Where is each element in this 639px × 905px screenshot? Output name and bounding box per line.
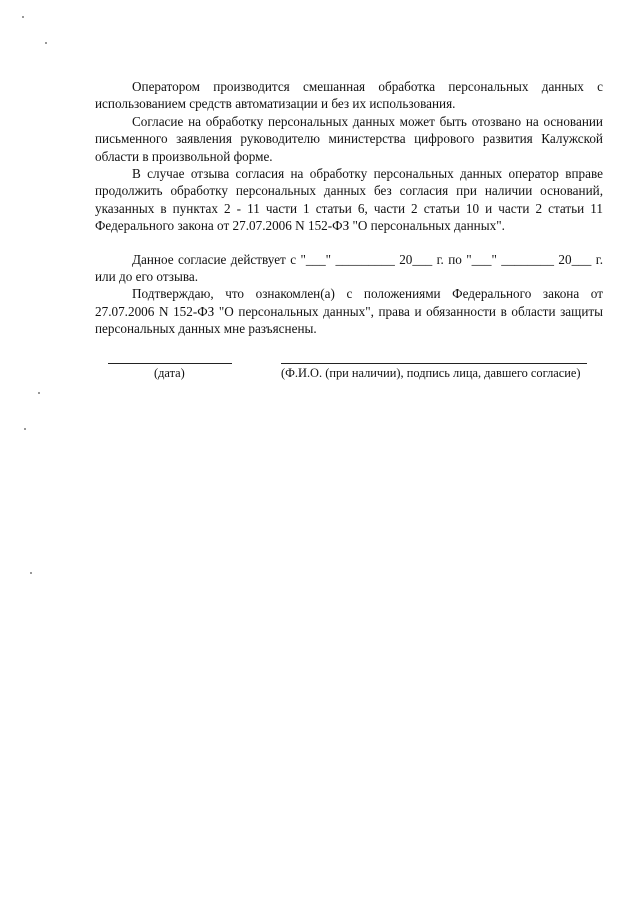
- signature-block: [0, 351, 639, 391]
- paragraph-gap: [95, 235, 603, 251]
- scan-speck: [30, 572, 32, 574]
- signature-line[interactable]: [281, 363, 587, 364]
- document-body: [95, 78, 603, 338]
- scan-speck: [22, 16, 24, 18]
- signature-caption: (Ф.И.О. (при наличии), подпись лица, давшего согласие): [281, 366, 581, 380]
- paragraph-validity-period: Данное согласие действует с "___" _________ 20___ г. по "___" ________ 20___ г. или до его отзыва.: [95, 251, 603, 285]
- date-line[interactable]: [108, 363, 232, 364]
- scan-speck: [24, 428, 26, 430]
- paragraph-withdrawal-consequences: В случае отзыва согласия на обработку персональных данных оператор вправе продолжить обработку персональных данных без согласия при наличии оснований, указанных в пунктах 2 - 11 части 1 статьи 6, части 2 статьи 10 и части 2 статьи 11 Федерального закона от 27.07.2006 N 152-ФЗ "О персональных данных".: [95, 166, 603, 234]
- paragraph-withdrawal: Согласие на обработку персональных данных может быть отозвано на основании письменного заявления руководителю министерства цифрового развития Калужской области в произвольной форме.: [95, 113, 603, 164]
- scan-speck: [38, 392, 40, 394]
- paragraph-processing-method: Оператором производится смешанная обработка персональных данных с использованием средств автоматизации и без их использования.: [95, 79, 603, 112]
- paragraph-confirmation: Подтверждаю, что ознакомлен(а) с положениями Федерального закона от 27.07.2006 N 152-ФЗ "О персональных данных", права и обязанности в области защиты персональных данных мне разъяснены.: [95, 286, 603, 337]
- date-caption: (дата): [154, 366, 185, 380]
- scan-speck: [45, 42, 47, 44]
